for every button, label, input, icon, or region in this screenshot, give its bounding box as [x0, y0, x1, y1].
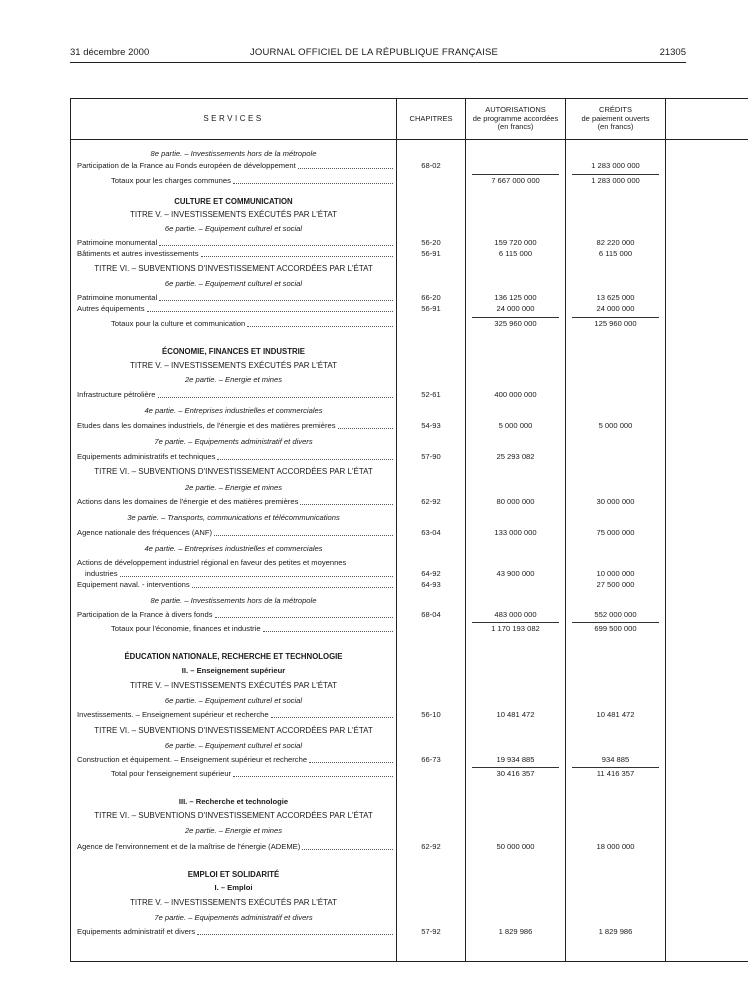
- partie-heading: 4e partie. – Entreprises industrielles et commerciales: [144, 544, 323, 553]
- section-heading: CULTURE ET COMMUNICATION: [174, 197, 293, 206]
- line-item-label: [77, 841, 393, 853]
- subsection-heading: II. – Enseignement supérieur: [181, 666, 286, 675]
- label-text: Agence de l'environnement et de la maîtrise de l'énergie (ADEME): [77, 842, 301, 851]
- total-rule: [472, 622, 559, 623]
- line-item-label: [77, 496, 393, 508]
- partie-heading: 7e partie. – Equipements administratif et divers: [154, 437, 313, 446]
- partie-heading: 2e partie. – Energie et mines: [184, 826, 283, 835]
- table-row: [71, 160, 748, 172]
- line-item-label: [77, 248, 393, 260]
- label-text: Etudes dans les domaines industriels, de l'énergie et des matières premières: [77, 421, 336, 430]
- partie-heading: 2e partie. – Energie et mines: [184, 483, 283, 492]
- dot-leader: [197, 926, 393, 935]
- line-item-label: [77, 609, 393, 621]
- section-heading: ÉCONOMIE, FINANCES ET INDUSTRIE: [162, 347, 305, 356]
- total-rule: [472, 174, 559, 175]
- credit-cell: 10 481 472: [596, 710, 635, 719]
- chapitre-cell: 68-04: [421, 610, 441, 619]
- line-item-label: [77, 303, 393, 315]
- dot-leader: [338, 420, 393, 429]
- credit-cell: 27 500 000: [596, 580, 635, 589]
- table-row: [71, 278, 748, 290]
- total-rule: [472, 767, 559, 768]
- total-rule: [572, 317, 659, 318]
- autorisation-cell: 80 000 000: [496, 497, 535, 506]
- table-row: [71, 318, 748, 330]
- label-text: Total pour l'enseignement supérieur: [111, 769, 232, 778]
- label-text: Construction et équipement. – Enseignement supérieur et recherche: [77, 755, 308, 764]
- column-header-chapitres: CHAPITRES: [409, 113, 453, 123]
- credit-cell: 699 500 000: [594, 624, 637, 633]
- table-row: [71, 841, 748, 853]
- dot-leader: [147, 303, 393, 312]
- table-row: [71, 360, 748, 372]
- autorisation-cell: 25 293 082: [496, 452, 535, 461]
- credit-cell: 6 115 000: [598, 249, 633, 258]
- chapitre-cell: 68-02: [421, 161, 441, 170]
- label-text: Patrimoine monumental: [77, 238, 158, 247]
- credit-cell: 30 000 000: [596, 497, 635, 506]
- dot-leader: [302, 841, 393, 850]
- line-item-label: [77, 160, 393, 172]
- total-label: [111, 768, 393, 780]
- dot-leader: [215, 609, 394, 618]
- column-header-autorisations: AUTORISATIONS de programme accordées (en francs): [472, 105, 559, 132]
- table-row: [71, 810, 748, 822]
- label-text: Equipements administratif et divers: [77, 927, 196, 936]
- label-text: Participation de la France au Fonds européen de développement: [77, 161, 296, 170]
- autorisation-cell: 133 000 000: [494, 528, 537, 537]
- partie-heading: 2e partie. – Energie et mines: [184, 375, 283, 384]
- label-text: Actions dans les domaines de l'énergie et des matières premières: [77, 497, 299, 506]
- header-row-rule: [71, 139, 748, 140]
- dot-leader: [300, 496, 393, 505]
- autorisation-cell: 24 000 000: [496, 304, 535, 313]
- total-rule: [572, 622, 659, 623]
- titre-heading: TITRE VI. – SUBVENTIONS D'INVESTISSEMENT ACCORDÉES PAR L'ÉTAT: [94, 467, 373, 476]
- table-row: [71, 303, 748, 315]
- chapitre-cell: 57-92: [421, 927, 441, 936]
- chapitre-cell: 56-10: [421, 710, 441, 719]
- table-row: [71, 709, 748, 721]
- credit-cell: 75 000 000: [596, 528, 635, 537]
- autorisation-cell: 1 170 193 082: [491, 624, 540, 633]
- table-row: [71, 796, 748, 808]
- label-text: Agence nationale des fréquences (ANF): [77, 528, 213, 537]
- autorisation-cell: 483 000 000: [494, 610, 537, 619]
- partie-heading: 4e partie. – Entreprises industrielles et commerciales: [144, 406, 323, 415]
- table-row: [71, 695, 748, 707]
- table-row: [71, 496, 748, 508]
- table-row: [71, 196, 748, 208]
- table-row: [71, 482, 748, 494]
- total-label: [111, 175, 393, 187]
- dot-leader: [309, 754, 393, 763]
- label-text: Patrimoine monumental: [77, 293, 158, 302]
- partie-heading: 6e partie. – Equipement culturel et social: [164, 279, 303, 288]
- table-row: [71, 209, 748, 221]
- column-header-services: SERVICES: [203, 113, 264, 123]
- autorisation-cell: 50 000 000: [496, 842, 535, 851]
- credit-cell: 82 220 000: [596, 238, 635, 247]
- partie-heading: 6e partie. – Equipement culturel et social: [164, 696, 303, 705]
- credit-cell: 934 885: [601, 755, 630, 764]
- section-heading: EMPLOI ET SOLIDARITÉ: [187, 870, 280, 879]
- label-text: Totaux pour les charges communes: [111, 176, 231, 185]
- label-text: Actions de développement industriel régional en faveur des petites et moyennes: [77, 558, 347, 567]
- label-text: Equipement naval. - interventions: [77, 580, 190, 589]
- dot-leader: [298, 160, 393, 169]
- chapitre-cell: 57-90: [421, 452, 441, 461]
- line-item-label: [77, 926, 393, 938]
- autorisation-cell: 136 125 000: [494, 293, 537, 302]
- table-row: [71, 897, 748, 909]
- budget-table: [70, 98, 748, 962]
- chapitre-cell: 63-04: [421, 528, 441, 537]
- chapitre-cell: 64-93: [421, 580, 441, 589]
- credit-cell: 125 960 000: [594, 319, 637, 328]
- dot-leader: [158, 389, 393, 398]
- dot-leader: [192, 579, 393, 588]
- table-row: [71, 912, 748, 924]
- partie-heading: 8e partie. – Investissements hors de la métropole: [150, 149, 317, 158]
- journal-title: JOURNAL OFFICIEL DE LA RÉPUBLIQUE FRANÇAISE: [249, 47, 499, 58]
- page-number: 21305: [659, 47, 686, 58]
- autorisation-cell: 10 481 472: [496, 710, 535, 719]
- chapitre-cell: 56-91: [421, 304, 441, 313]
- subsection-heading: III. – Recherche et technologie: [178, 797, 289, 806]
- label-text: Totaux pour la culture et communication: [111, 319, 246, 328]
- autorisation-cell: 19 934 885: [496, 755, 535, 764]
- table-row: [71, 405, 748, 417]
- titre-heading: TITRE V. – INVESTISSEMENTS EXÉCUTÉS PAR L'ÉTAT: [129, 681, 338, 690]
- dot-leader: [233, 768, 393, 777]
- credit-cell: 1 829 986: [598, 927, 633, 936]
- table-row: [71, 466, 748, 478]
- table-row: [71, 665, 748, 677]
- line-item-label: [77, 389, 393, 401]
- label-text: Equipements administratifs et techniques: [77, 452, 216, 461]
- credit-cell: 1 283 000 000: [591, 161, 640, 170]
- credit-cell: 1 283 000 000: [591, 176, 640, 185]
- titre-heading: TITRE VI. – SUBVENTIONS D'INVESTISSEMENT ACCORDÉES PAR L'ÉTAT: [94, 264, 373, 273]
- autorisation-cell: 6 115 000: [498, 249, 533, 258]
- table-row: [71, 389, 748, 401]
- table-row: [71, 651, 748, 663]
- table-row: [71, 223, 748, 235]
- credit-cell: 18 000 000: [596, 842, 635, 851]
- credit-cell: 11 416 357: [596, 769, 635, 778]
- table-row: [71, 263, 748, 275]
- dot-leader: [201, 248, 393, 257]
- table-row: [71, 725, 748, 737]
- total-rule: [572, 767, 659, 768]
- table-row: [71, 543, 748, 555]
- dot-leader: [217, 451, 393, 460]
- label-text: Bâtiments et autres investissements: [77, 249, 199, 258]
- table-row: [71, 882, 748, 894]
- chapitre-cell: 62-92: [421, 497, 441, 506]
- total-rule: [572, 174, 659, 175]
- table-row: [71, 869, 748, 881]
- autorisation-cell: 325 960 000: [494, 319, 537, 328]
- partie-heading: 6e partie. – Equipement culturel et social: [164, 741, 303, 750]
- chapitre-cell: 66-20: [421, 293, 441, 302]
- dot-leader: [271, 709, 393, 718]
- chapitre-cell: 56-91: [421, 249, 441, 258]
- table-row: [71, 420, 748, 432]
- table-row: [71, 768, 748, 780]
- table-row: [71, 512, 748, 524]
- table-row: [71, 754, 748, 766]
- titre-heading: TITRE V. – INVESTISSEMENTS EXÉCUTÉS PAR L'ÉTAT: [129, 898, 338, 907]
- chapitre-cell: 56-20: [421, 238, 441, 247]
- chapitre-cell: 52-61: [421, 390, 441, 399]
- titre-heading: TITRE V. – INVESTISSEMENTS EXÉCUTÉS PAR L'ÉTAT: [129, 361, 338, 370]
- label-text: industries: [85, 569, 118, 578]
- table-row: [71, 623, 748, 635]
- dot-leader: [247, 318, 393, 327]
- autorisation-cell: 1 829 986: [498, 927, 533, 936]
- line-item-label: [77, 709, 393, 721]
- table-row: [71, 451, 748, 463]
- autorisation-cell: 7 667 000 000: [491, 176, 540, 185]
- partie-heading: 3e partie. – Transports, communications et télécommunications: [127, 513, 340, 522]
- line-item-label: [77, 754, 393, 766]
- credit-cell: 552 000 000: [594, 610, 637, 619]
- chapitre-cell: 62-92: [421, 842, 441, 851]
- autorisation-cell: 5 000 000: [498, 421, 533, 430]
- section-heading: ÉDUCATION NATIONALE, RECHERCHE ET TECHNOLOGIE: [124, 652, 343, 661]
- table-row: [71, 579, 748, 591]
- autorisation-cell: 30 416 357: [496, 769, 535, 778]
- total-label: [111, 318, 393, 330]
- credit-cell: 10 000 000: [596, 569, 635, 578]
- table-row: [71, 248, 748, 260]
- autorisation-cell: 43 900 000: [496, 569, 535, 578]
- chapitre-cell: 66-73: [421, 755, 441, 764]
- dot-leader: [159, 237, 393, 246]
- titre-heading: TITRE VI. – SUBVENTIONS D'INVESTISSEMENT ACCORDÉES PAR L'ÉTAT: [94, 726, 373, 735]
- table-row: [71, 148, 748, 160]
- credit-cell: 5 000 000: [598, 421, 633, 430]
- dot-leader: [120, 568, 394, 577]
- column-header-credits: CRÉDITS de paiement ouverts (en francs): [581, 105, 650, 132]
- line-item-label: [77, 579, 393, 591]
- dot-leader: [233, 175, 393, 184]
- table-row: [71, 825, 748, 837]
- autorisation-cell: 400 000 000: [494, 390, 537, 399]
- total-label: [111, 623, 393, 635]
- label-text: Participation de la France à divers fonds: [77, 610, 213, 619]
- subsection-heading: I. – Emploi: [214, 883, 253, 892]
- label-text: Investissements. – Enseignement supérieur et recherche: [77, 710, 269, 719]
- titre-heading: TITRE VI. – SUBVENTIONS D'INVESTISSEMENT ACCORDÉES PAR L'ÉTAT: [94, 811, 373, 820]
- line-item-label: [77, 451, 393, 463]
- table-row: [71, 926, 748, 938]
- table-row: [71, 527, 748, 539]
- table-row: [71, 346, 748, 358]
- label-text: Infrastructure pétrolière: [77, 390, 156, 399]
- partie-heading: 6e partie. – Equipement culturel et social: [164, 224, 303, 233]
- credit-cell: 24 000 000: [596, 304, 635, 313]
- table-row: [71, 374, 748, 386]
- autorisation-cell: 159 720 000: [494, 238, 537, 247]
- dot-leader: [214, 527, 393, 536]
- header-rule: [70, 62, 686, 63]
- chapitre-cell: 54-93: [421, 421, 441, 430]
- label-text: Totaux pour l'économie, finances et industrie: [111, 624, 261, 633]
- table-row: [71, 175, 748, 187]
- table-row: [71, 436, 748, 448]
- credit-cell: 13 625 000: [596, 293, 635, 302]
- titre-heading: TITRE V. – INVESTISSEMENTS EXÉCUTÉS PAR L'ÉTAT: [129, 210, 338, 219]
- dot-leader: [159, 292, 393, 301]
- total-rule: [472, 317, 559, 318]
- table-row: [71, 680, 748, 692]
- table-row: [71, 595, 748, 607]
- table-row: [71, 740, 748, 752]
- dot-leader: [263, 623, 393, 632]
- table-row: [71, 609, 748, 621]
- line-item-label: [77, 527, 393, 539]
- partie-heading: 8e partie. – Investissements hors de la métropole: [150, 596, 317, 605]
- line-item-label: [77, 420, 393, 432]
- partie-heading: 7e partie. – Equipements administratif et divers: [154, 913, 313, 922]
- label-text: Autres équipements: [77, 304, 145, 313]
- chapitre-cell: 64-92: [421, 569, 441, 578]
- header-date: 31 décembre 2000: [70, 47, 150, 58]
